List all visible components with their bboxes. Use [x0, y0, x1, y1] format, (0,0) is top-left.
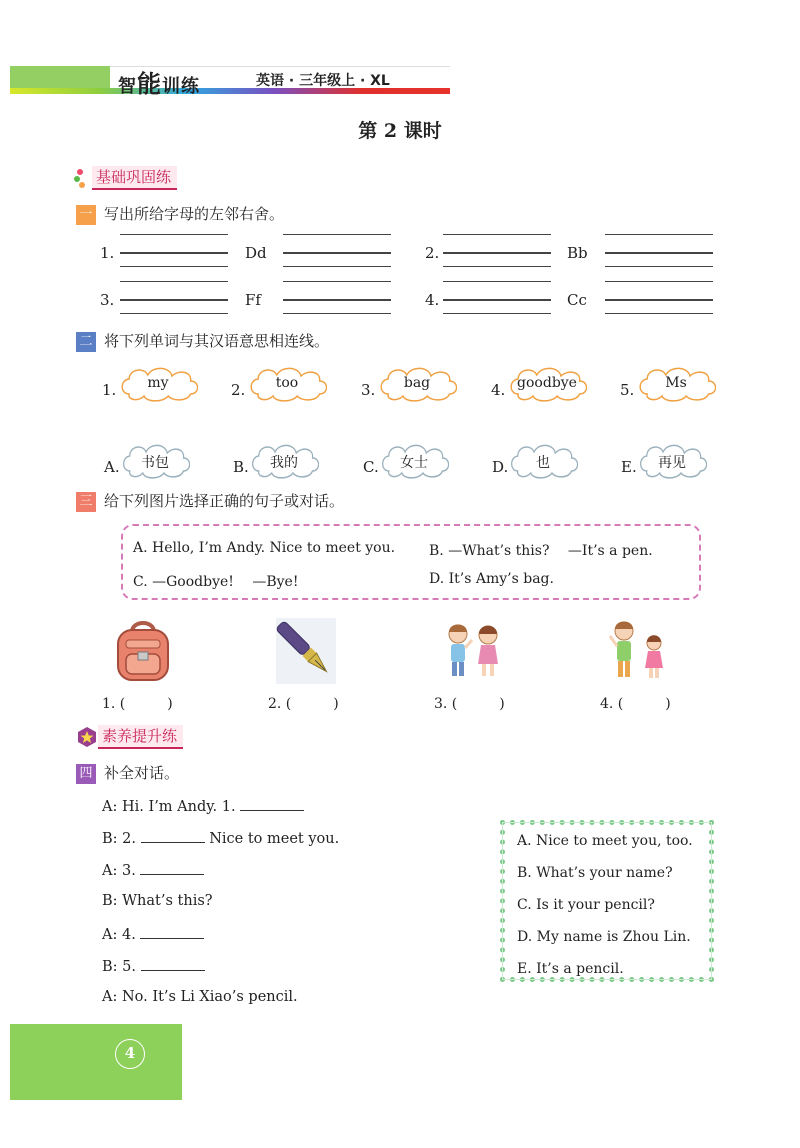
subject-label: 英语 · 三年级上 · XL: [256, 73, 390, 89]
meaning-text: 再见: [658, 455, 686, 471]
word-text: too: [275, 375, 299, 391]
question-number: 三: [76, 492, 96, 512]
section-badge-basic: [72, 166, 177, 188]
item-number: 1.: [102, 381, 117, 399]
word-cloud[interactable]: [636, 366, 716, 404]
meaning-cloud[interactable]: [249, 443, 319, 481]
question-title: 给下列图片选择正确的句子或对话。: [104, 492, 345, 510]
option-a: A. Hello, I’m Andy. Nice to meet you.: [133, 540, 396, 556]
question-3-heading: [76, 490, 344, 512]
options-box: [121, 524, 701, 600]
option-d: D. It’s Amy’s bag.: [429, 571, 554, 587]
item-number: E.: [621, 458, 637, 476]
dialog-line-3: A: 3.: [102, 861, 204, 879]
item-number: 3.: [100, 291, 115, 309]
item-number: B.: [233, 458, 249, 476]
brand-logo: 智能训练: [118, 70, 200, 98]
answer-blank[interactable]: 3. ( ): [434, 696, 505, 712]
header-green-block: [10, 66, 110, 88]
section-badge-advanced: [76, 725, 183, 747]
meaning-text: 也: [536, 455, 550, 471]
item-number: A.: [104, 458, 120, 476]
question-4-heading: [76, 762, 179, 784]
boy-girl-picture: [608, 618, 668, 684]
answer-lines[interactable]: [120, 234, 228, 272]
item-number: 2.: [231, 381, 246, 399]
word-text: my: [147, 375, 169, 391]
option-a: A. Nice to meet you, too.: [517, 833, 693, 849]
meaning-cloud[interactable]: [379, 443, 449, 481]
word-text: goodbye: [517, 375, 577, 391]
option-c: C. —Goodbye! —Bye!: [133, 574, 299, 590]
question-title: 补全对话。: [104, 764, 180, 782]
pen-picture: [276, 618, 336, 684]
dialog-line-4: B: What’s this?: [102, 893, 213, 909]
given-letter: Ff: [245, 291, 261, 309]
option-e: E. It’s a pencil.: [517, 961, 624, 977]
meaning-text: 书包: [141, 455, 169, 471]
option-d: D. My name is Zhou Lin.: [517, 929, 691, 945]
answer-blank[interactable]: 4. ( ): [600, 696, 671, 712]
answer-line[interactable]: [141, 829, 205, 843]
dialog-line-2: B: 2. Nice to meet you.: [102, 831, 340, 847]
answer-line[interactable]: [140, 925, 204, 939]
footer-green-block: [10, 1024, 182, 1100]
answer-lines[interactable]: [443, 234, 551, 272]
question-number: 一: [76, 205, 96, 225]
word-cloud[interactable]: [118, 366, 198, 404]
question-1-heading: [76, 203, 284, 225]
backpack-picture: [112, 618, 174, 684]
answer-lines[interactable]: [283, 281, 391, 319]
dialog-line-6: B: 5.: [102, 957, 205, 975]
answer-lines[interactable]: [605, 234, 713, 272]
answer-lines[interactable]: [120, 281, 228, 319]
answer-blank[interactable]: 2. ( ): [268, 696, 339, 712]
item-number: 2.: [425, 244, 440, 262]
item-number: 3.: [361, 381, 376, 399]
word-cloud[interactable]: [247, 366, 327, 404]
word-text: bag: [403, 375, 431, 391]
star-hexagon-icon: [76, 726, 98, 748]
option-b: B. —What’s this? —It’s a pen.: [429, 543, 653, 559]
given-letter: Bb: [567, 244, 588, 262]
answer-lines[interactable]: [605, 281, 713, 319]
meaning-cloud[interactable]: [637, 443, 707, 481]
item-number: C.: [363, 458, 379, 476]
page-number: 4: [115, 1039, 145, 1069]
word-text: Ms: [665, 375, 687, 391]
question-title: 写出所给字母的左邻右舍。: [104, 205, 285, 223]
word-cloud[interactable]: [507, 366, 587, 404]
item-number: D.: [492, 458, 509, 476]
section-label: 基础巩固练: [92, 166, 177, 190]
answer-line[interactable]: [141, 957, 205, 971]
q4-options-box: [500, 820, 714, 982]
kids-waving-picture: [440, 620, 506, 682]
item-number: 4.: [425, 291, 440, 309]
item-number: 5.: [620, 381, 635, 399]
meaning-cloud[interactable]: [508, 443, 578, 481]
option-b: B. What’s your name?: [517, 865, 673, 881]
lesson-title: 第 2 课时: [358, 120, 442, 142]
dialog-line-7: A: No. It’s Li Xiao’s pencil.: [102, 989, 298, 1005]
option-c: C. Is it your pencil?: [517, 897, 655, 913]
answer-blank[interactable]: 1. ( ): [102, 696, 173, 712]
given-letter: Dd: [245, 244, 267, 262]
item-number: 4.: [491, 381, 506, 399]
question-2-heading: [76, 330, 329, 352]
given-letter: Cc: [567, 291, 587, 309]
section-label: 素养提升练: [98, 725, 183, 749]
meaning-cloud[interactable]: [120, 443, 190, 481]
dialog-line-5: A: 4.: [102, 925, 204, 943]
answer-line[interactable]: [240, 797, 304, 811]
item-number: 1.: [100, 244, 115, 262]
question-number: 二: [76, 332, 96, 352]
dialog-line-1: A: Hi. I’m Andy. 1.: [102, 797, 304, 815]
answer-line[interactable]: [140, 861, 204, 875]
word-cloud[interactable]: [377, 366, 457, 404]
meaning-text: 女士: [400, 455, 428, 471]
question-title: 将下列单词与其汉语意思相连线。: [104, 332, 330, 350]
answer-lines[interactable]: [283, 234, 391, 272]
dots-icon: [72, 167, 92, 189]
meaning-text: 我的: [270, 455, 298, 471]
question-number: 四: [76, 764, 96, 784]
answer-lines[interactable]: [443, 281, 551, 319]
